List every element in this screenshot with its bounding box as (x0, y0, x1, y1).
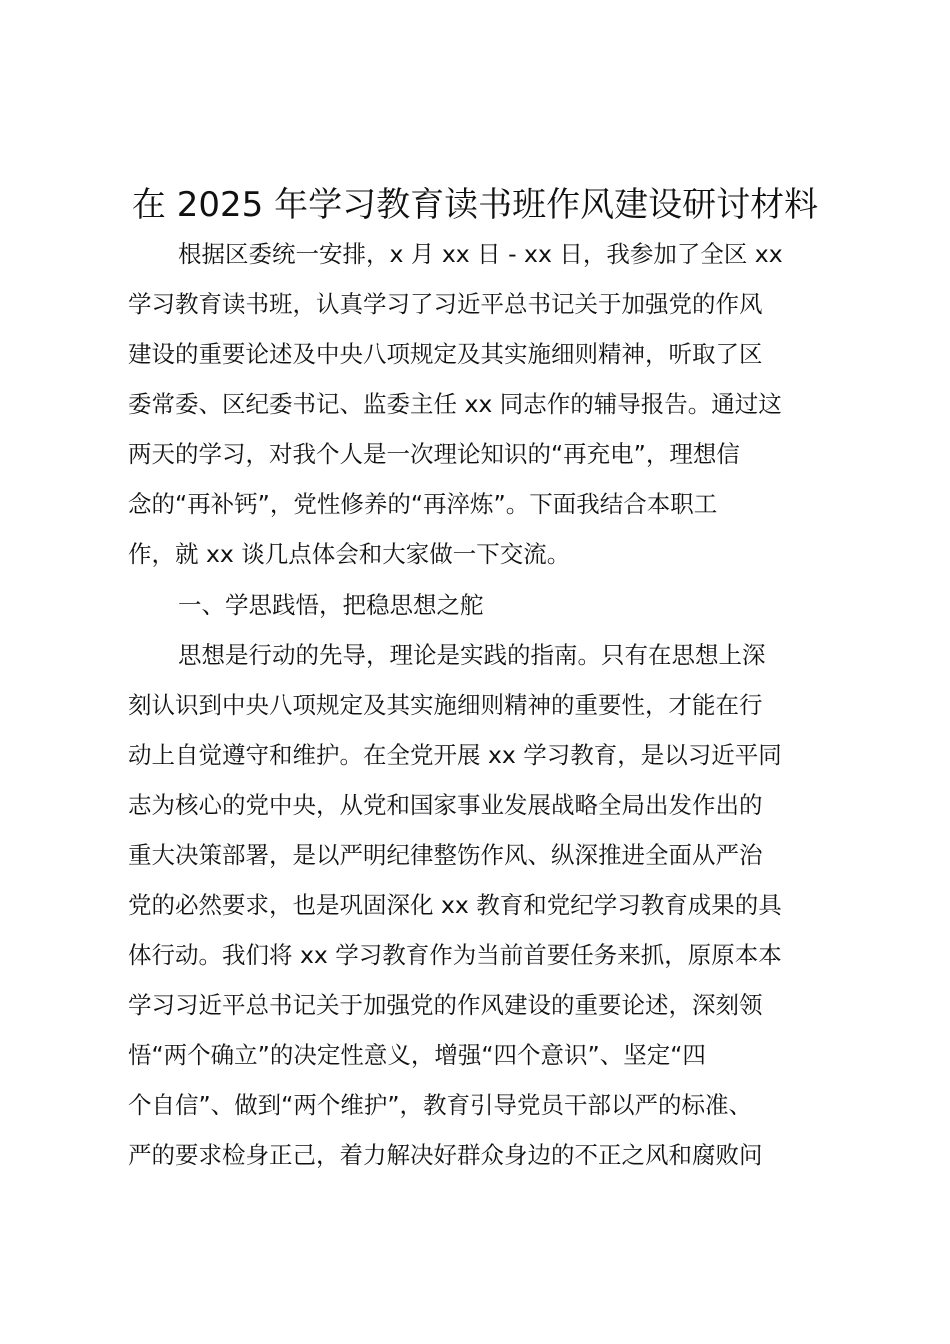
paragraph-line: 重大决策部署，是以严明纪律整饬作风、纵深推进全面从严治 (128, 841, 763, 869)
paragraph-line: 学习教育读书班，认真学习了习近平总书记关于加强党的作风 (128, 290, 763, 318)
paragraph-line: 作，就 xx 谈几点体会和大家做一下交流。 (128, 540, 571, 568)
paragraph-line: 委常委、区纪委书记、监委主任 xx 同志作的辅导报告。通过这 (128, 390, 782, 418)
paragraph-line: 党的必然要求，也是巩固深化 xx 教育和党纪学习教育成果的具 (128, 891, 782, 919)
paragraph-line: 个自信”、做到“两个维护”，教育引导党员干部以严的标准、 (128, 1091, 753, 1119)
paragraph-line: 志为核心的党中央，从党和国家事业发展战略全局出发作出的 (128, 791, 763, 819)
section-heading: 一、学思践悟，把稳思想之舵 (178, 591, 484, 619)
paragraph-line: 悟“两个确立”的决定性意义，增强“四个意识”、坚定“四 (128, 1041, 706, 1069)
paragraph-line: 两天的学习，对我个人是一次理论知识的“再充电”，理想信 (128, 440, 740, 468)
paragraph-line: 动上自觉遵守和维护。在全党开展 xx 学习教育，是以习近平同 (128, 741, 782, 769)
paragraph-line: 体行动。我们将 xx 学习教育作为当前首要任务来抓，原原本本 (128, 941, 782, 969)
paragraph-line: 思想是行动的先导，理论是实践的指南。只有在思想上深 (178, 641, 766, 669)
paragraph-line: 严的要求检身正己，着力解决好群众身边的不正之风和腐败问 (128, 1141, 763, 1169)
paragraph-line: 刻认识到中央八项规定及其实施细则精神的重要性，才能在行 (128, 691, 763, 719)
document-title: 在 2025 年学习教育读书班作风建设研讨材料 (131, 185, 819, 225)
paragraph-line: 根据区委统一安排，x 月 xx 日 - xx 日，我参加了全区 xx (178, 240, 783, 268)
paragraph-line: 建设的重要论述及中央八项规定及其实施细则精神，听取了区 (128, 340, 763, 368)
paragraph-line: 念的“再补钙”，党性修养的“再淬炼”。下面我结合本职工 (128, 490, 718, 518)
paragraph-line: 学习习近平总书记关于加强党的作风建设的重要论述，深刻领 (128, 991, 763, 1019)
